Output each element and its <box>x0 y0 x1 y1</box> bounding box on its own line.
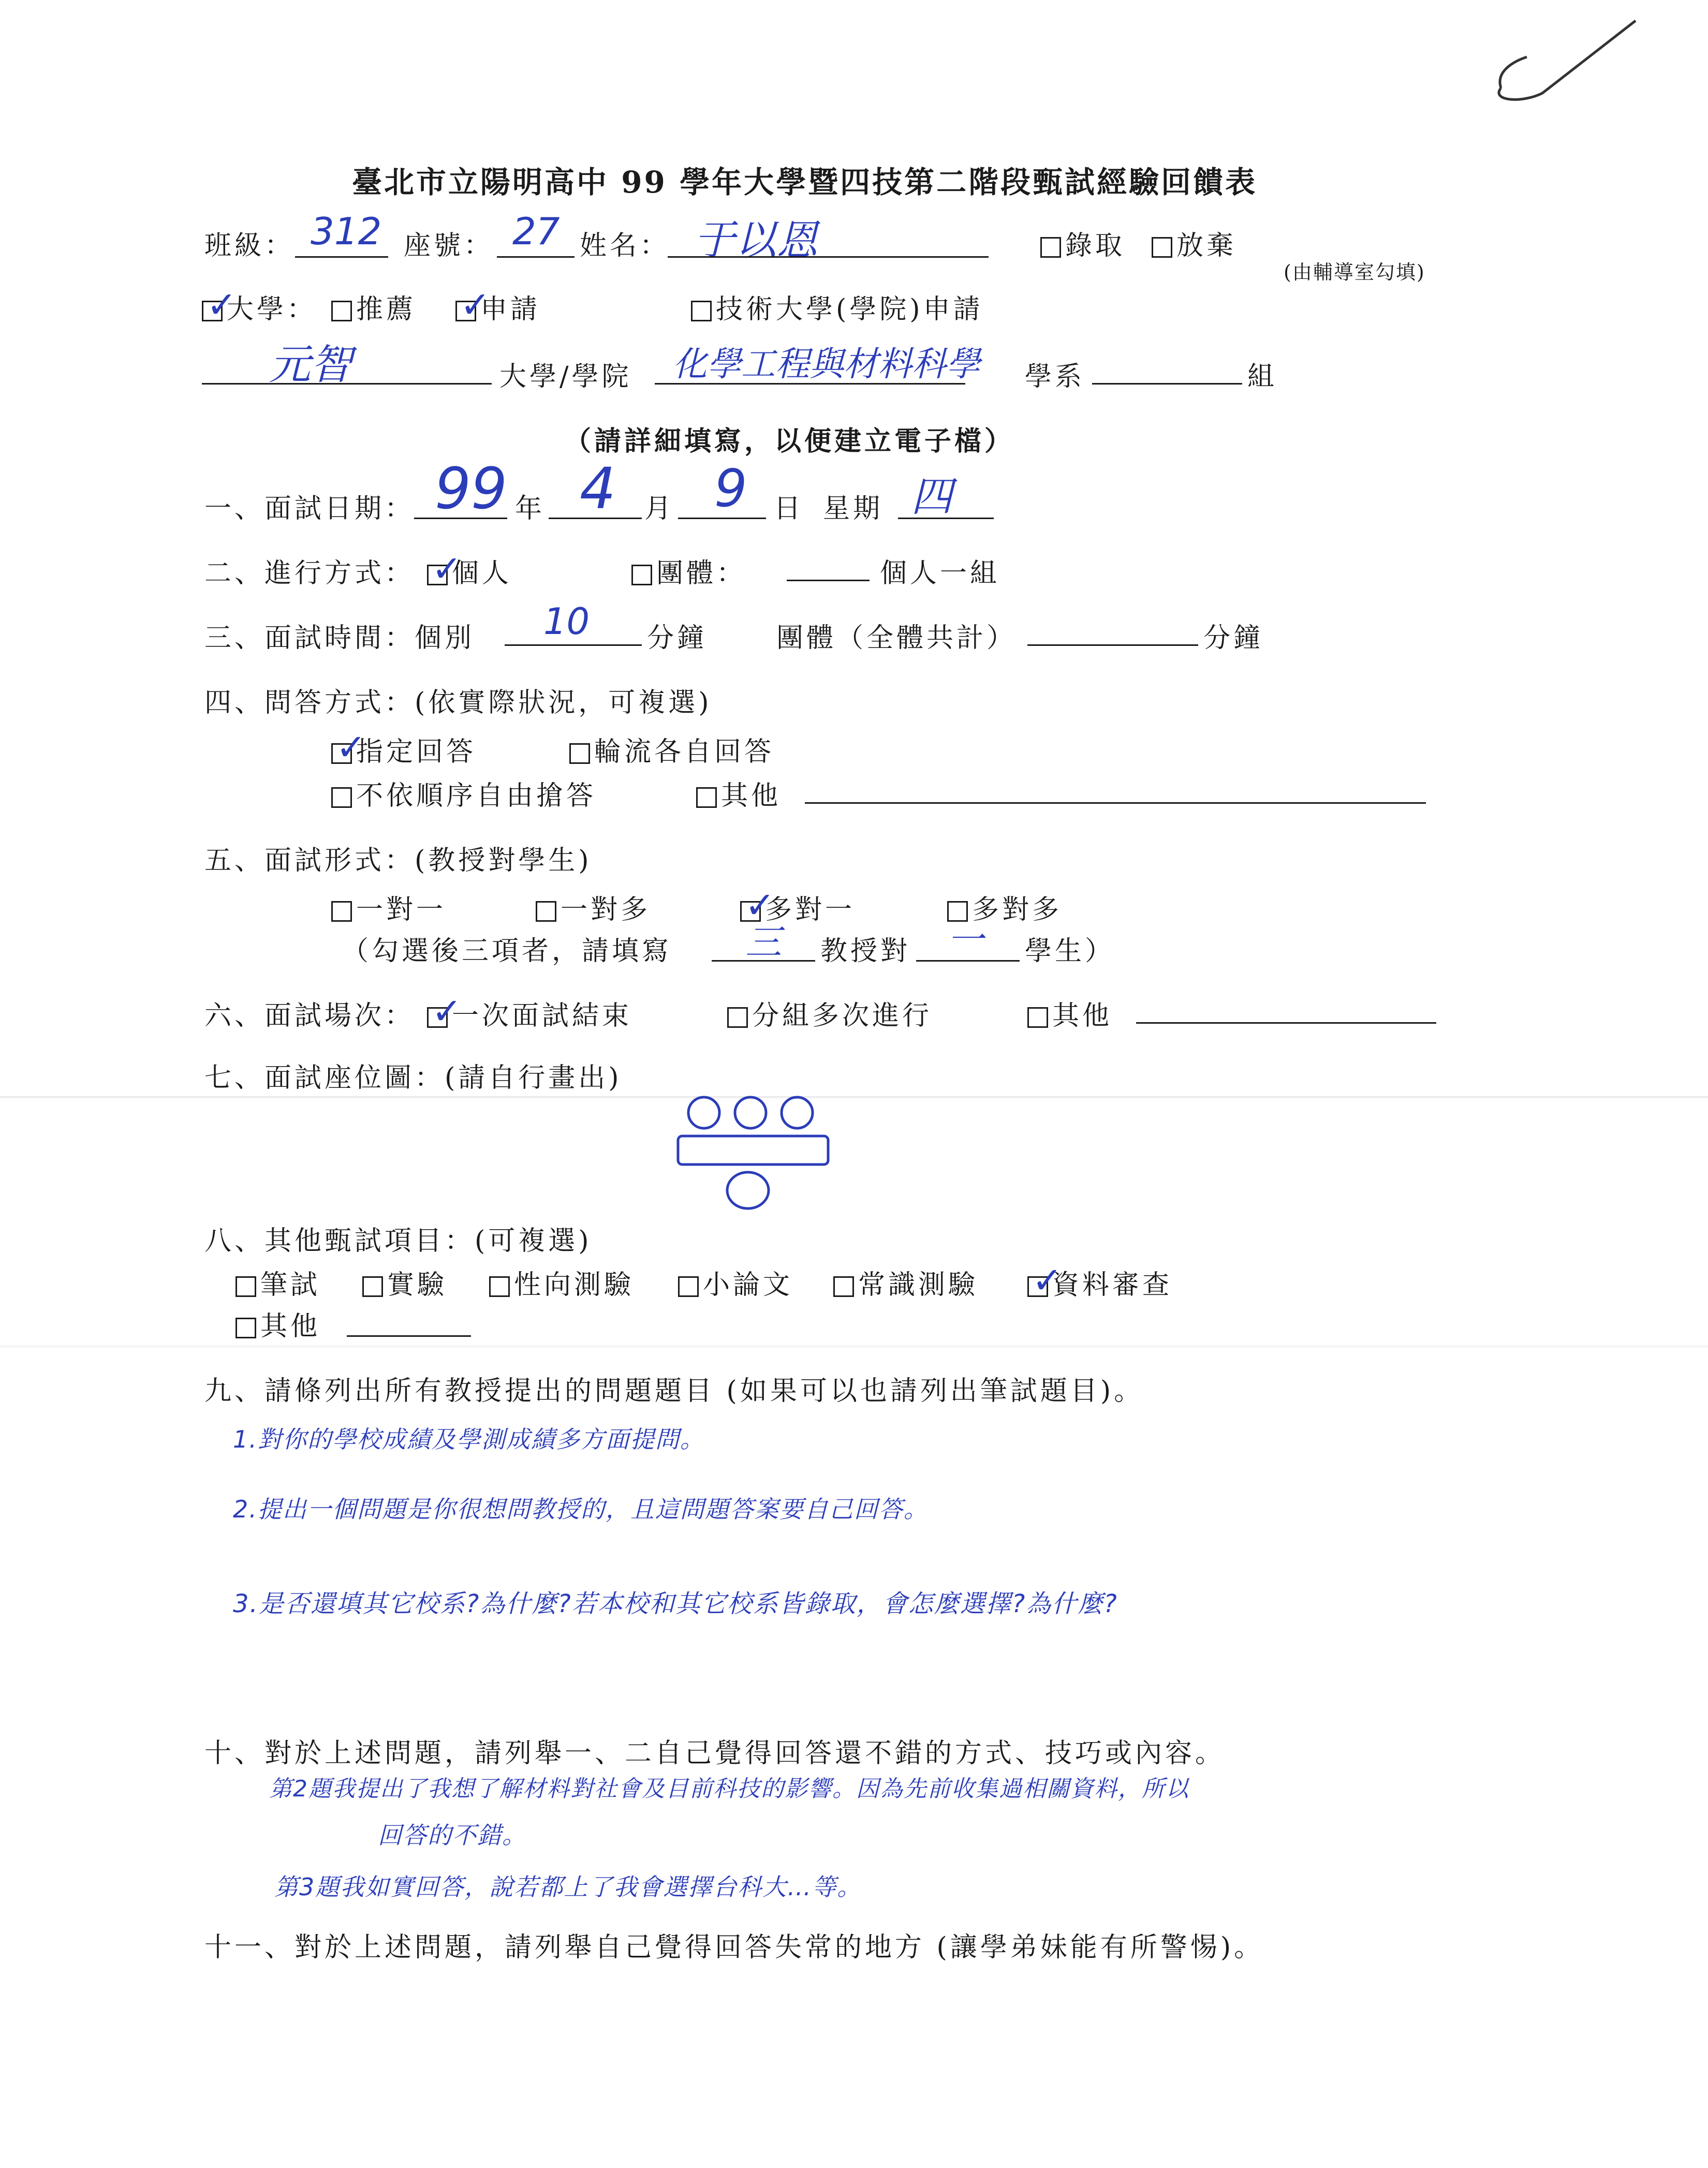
q10-answer-3: 第3題我如實回答，說若都上了我會選擇台科大…等。 <box>274 1873 862 1901</box>
apply-option[interactable] <box>455 287 540 326</box>
tech-option[interactable] <box>691 287 983 326</box>
school-value: 元智 <box>269 341 352 389</box>
q8-opt7[interactable] <box>235 1304 320 1343</box>
q1-month: 4 <box>580 455 616 522</box>
apply-label: 申請 <box>480 294 541 325</box>
q8-opt3[interactable] <box>489 1263 634 1302</box>
minutes-unit-2: 分鐘 <box>1203 623 1264 654</box>
group-checkbox[interactable] <box>631 565 652 585</box>
q4-opt3[interactable] <box>331 774 596 813</box>
q6-opt1-label: 一次面試結束 <box>452 1000 632 1031</box>
q4-opt4[interactable] <box>696 774 781 813</box>
q8-opt1-label: 筆試 <box>260 1270 321 1301</box>
seat-label: 座號： <box>404 230 494 261</box>
q9-answer-2: 2.提出一個問題是你很想問教授的，且這問題答案要自己回答。 <box>233 1495 929 1523</box>
q9-answer-1: 1.對你的學校成績及學測成績多方面提問。 <box>233 1425 705 1453</box>
q2-label: 二、進行方式： <box>204 558 415 589</box>
q8-opt5[interactable] <box>833 1263 978 1302</box>
group-label: 團體： <box>656 558 747 589</box>
q5-opt2-checkbox[interactable] <box>536 901 556 922</box>
q8-opt3-label: 性向測驗 <box>514 1270 635 1301</box>
university-checkbox[interactable] <box>202 301 223 321</box>
q6-opt3-checkbox[interactable] <box>1027 1007 1048 1028</box>
q4-opt2[interactable] <box>569 730 774 769</box>
abandon-checkbox[interactable] <box>1152 237 1172 258</box>
dept-suffix: 學系 <box>1025 361 1085 392</box>
checkmark-icon <box>1480 10 1651 114</box>
q4-opt1-label: 指定回答 <box>356 736 477 768</box>
q6-opt2-checkbox[interactable] <box>727 1007 748 1028</box>
q9-answer-3: 3.是否還填其它校系?為什麼?若本校和其它校系皆錄取，會怎麼選擇?為什麼? <box>233 1589 1118 1618</box>
q4-opt1-checkbox[interactable] <box>331 743 352 764</box>
apply-checkbox[interactable] <box>455 301 476 321</box>
name-label: 姓名： <box>580 230 670 261</box>
q7-label: 七、面試座位圖：(請自行畫出) <box>204 1063 622 1094</box>
recommend-checkbox[interactable] <box>331 301 352 321</box>
q4-opt2-label: 輪流各自回答 <box>594 736 775 768</box>
paper-fold <box>0 1346 1708 1348</box>
day-unit: 日 <box>774 493 804 524</box>
q8-opt3-checkbox[interactable] <box>489 1276 510 1297</box>
name-value: 于以恩 <box>694 216 818 264</box>
q8-opt2[interactable] <box>362 1263 447 1302</box>
q4-opt3-checkbox[interactable] <box>331 787 352 808</box>
q5-note-a: （勾選後三項者，請填寫 <box>342 936 672 967</box>
q10-label: 十、對於上述問題，請列舉一、二自己覺得回答還不錯的方式、技巧或內容。 <box>204 1738 1226 1769</box>
q3-label: 三、面試時間：個別 <box>204 623 475 654</box>
individual-checkbox[interactable] <box>427 565 448 585</box>
q5-opt1[interactable] <box>331 888 446 926</box>
tech-label: 技術大學(學院)申請 <box>716 294 983 325</box>
q8-opt4-checkbox[interactable] <box>678 1276 699 1297</box>
q1-year: 99 <box>435 455 507 522</box>
admitted-checkbox[interactable] <box>1040 237 1061 258</box>
tech-checkbox[interactable] <box>691 301 712 321</box>
q10-answer-1: 第2題我提出了我想了解材料對社會及目前科技的影響。因為先前收集過相關資料，所以 <box>269 1776 1189 1802</box>
school-suffix: 大學/學院 <box>499 361 632 392</box>
q5-label: 五、面試形式：(教授對學生) <box>204 845 592 876</box>
q5-opt2[interactable] <box>536 888 651 926</box>
individual-label: 個人 <box>452 558 512 589</box>
q5-opt2-label: 一對多 <box>561 894 651 925</box>
admitted-label: 錄取 <box>1065 230 1126 261</box>
q4-opt3-label: 不依順序自由搶答 <box>356 780 597 812</box>
q5-opt1-checkbox[interactable] <box>331 901 352 922</box>
q5-student-count: 一 <box>947 919 983 961</box>
dept-value: 化學工程與材料科學 <box>673 344 980 384</box>
group-size-suffix: 個人一組 <box>880 558 1000 589</box>
weekday-label: 星期 <box>823 493 884 524</box>
q4-opt2-checkbox[interactable] <box>569 743 590 764</box>
q8-opt2-label: 實驗 <box>387 1270 448 1301</box>
class-value: 312 <box>311 210 382 253</box>
month-unit: 月 <box>644 493 675 524</box>
q4-opt4-checkbox[interactable] <box>696 787 717 808</box>
q8-opt1[interactable] <box>235 1263 320 1302</box>
q8-opt4[interactable] <box>678 1263 793 1302</box>
q1-day: 9 <box>714 458 747 519</box>
q8-opt5-checkbox[interactable] <box>833 1276 854 1297</box>
q6-label: 六、面試場次： <box>204 1000 415 1031</box>
q8-opt2-checkbox[interactable] <box>362 1276 383 1297</box>
q10-answer-2: 回答的不錯。 <box>378 1821 527 1849</box>
q6-opt2[interactable] <box>727 994 932 1033</box>
q5-note-b: 教授對 <box>820 936 911 967</box>
q8-opt6-label: 資料審查 <box>1052 1270 1173 1301</box>
q8-opt5-label: 常識測驗 <box>858 1270 979 1301</box>
q5-prof-count: 三 <box>745 921 782 964</box>
q1-label: 一、面試日期： <box>204 493 415 524</box>
q6-opt3[interactable] <box>1027 994 1112 1033</box>
q8-opt1-checkbox[interactable] <box>235 1276 256 1297</box>
q1-weekday: 四 <box>911 473 952 521</box>
group-suffix: 組 <box>1247 361 1278 392</box>
q2-individual-option[interactable] <box>427 551 512 590</box>
q8-opt6-checkbox[interactable] <box>1027 1276 1048 1297</box>
admitted-option[interactable] <box>1040 224 1125 262</box>
year-unit: 年 <box>515 493 546 524</box>
q5-opt3-label: 多對一 <box>765 894 856 925</box>
q4-opt1[interactable] <box>331 730 476 769</box>
q6-opt1[interactable] <box>427 994 632 1033</box>
q8-opt4-label: 小論文 <box>703 1270 793 1301</box>
q3-group-label: 團體（全體共計） <box>776 623 1017 654</box>
q2-group-option[interactable] <box>631 551 746 590</box>
abandon-option[interactable] <box>1152 224 1236 262</box>
q8-opt6[interactable] <box>1027 1263 1172 1302</box>
form-title: 臺北市立陽明高中 99 學年大學暨四技第二階段甄試經驗回饋表 <box>352 165 1258 200</box>
q9-label: 九、請條列出所有教授提出的問題題目 (如果可以也請列出筆試題目)。 <box>204 1376 1144 1407</box>
seat-value: 27 <box>512 210 560 253</box>
q6-opt2-label: 分組多次進行 <box>752 1000 933 1031</box>
q11-label: 十一、對於上述問題，請列舉自己覺得回答失常的地方 (讓學弟妹能有所警惕)。 <box>204 1932 1264 1963</box>
q8-opt7-checkbox[interactable] <box>235 1318 256 1338</box>
abandon-label: 放棄 <box>1176 230 1237 261</box>
class-label: 班級： <box>204 230 295 261</box>
q8-label: 八、其他甄試項目：(可複選) <box>204 1226 592 1257</box>
office-note: (由輔導室勾填) <box>1284 261 1425 284</box>
recommend-label: 推薦 <box>356 294 417 325</box>
q5-note-c: 學生） <box>1025 936 1115 967</box>
recommend-option[interactable] <box>331 287 416 326</box>
q3-minutes: 10 <box>543 600 590 643</box>
fill-note: （請詳細填寫，以便建立電子檔） <box>564 425 1015 457</box>
q6-opt1-checkbox[interactable] <box>427 1007 448 1028</box>
minutes-unit: 分鐘 <box>647 623 708 654</box>
q6-opt3-label: 其他 <box>1052 1000 1113 1031</box>
q4-label: 四、問答方式：(依實際狀況，可複選) <box>204 687 712 718</box>
university-label: 大學： <box>227 294 317 325</box>
university-option[interactable] <box>202 287 317 326</box>
q5-opt1-label: 一對一 <box>356 894 447 925</box>
seating-diagram <box>662 1087 849 1221</box>
q5-opt4-label: 多對多 <box>972 894 1063 925</box>
paper-fold <box>0 1096 1708 1098</box>
q8-opt7-label: 其他 <box>260 1311 321 1342</box>
q4-opt4-label: 其他 <box>721 780 782 812</box>
